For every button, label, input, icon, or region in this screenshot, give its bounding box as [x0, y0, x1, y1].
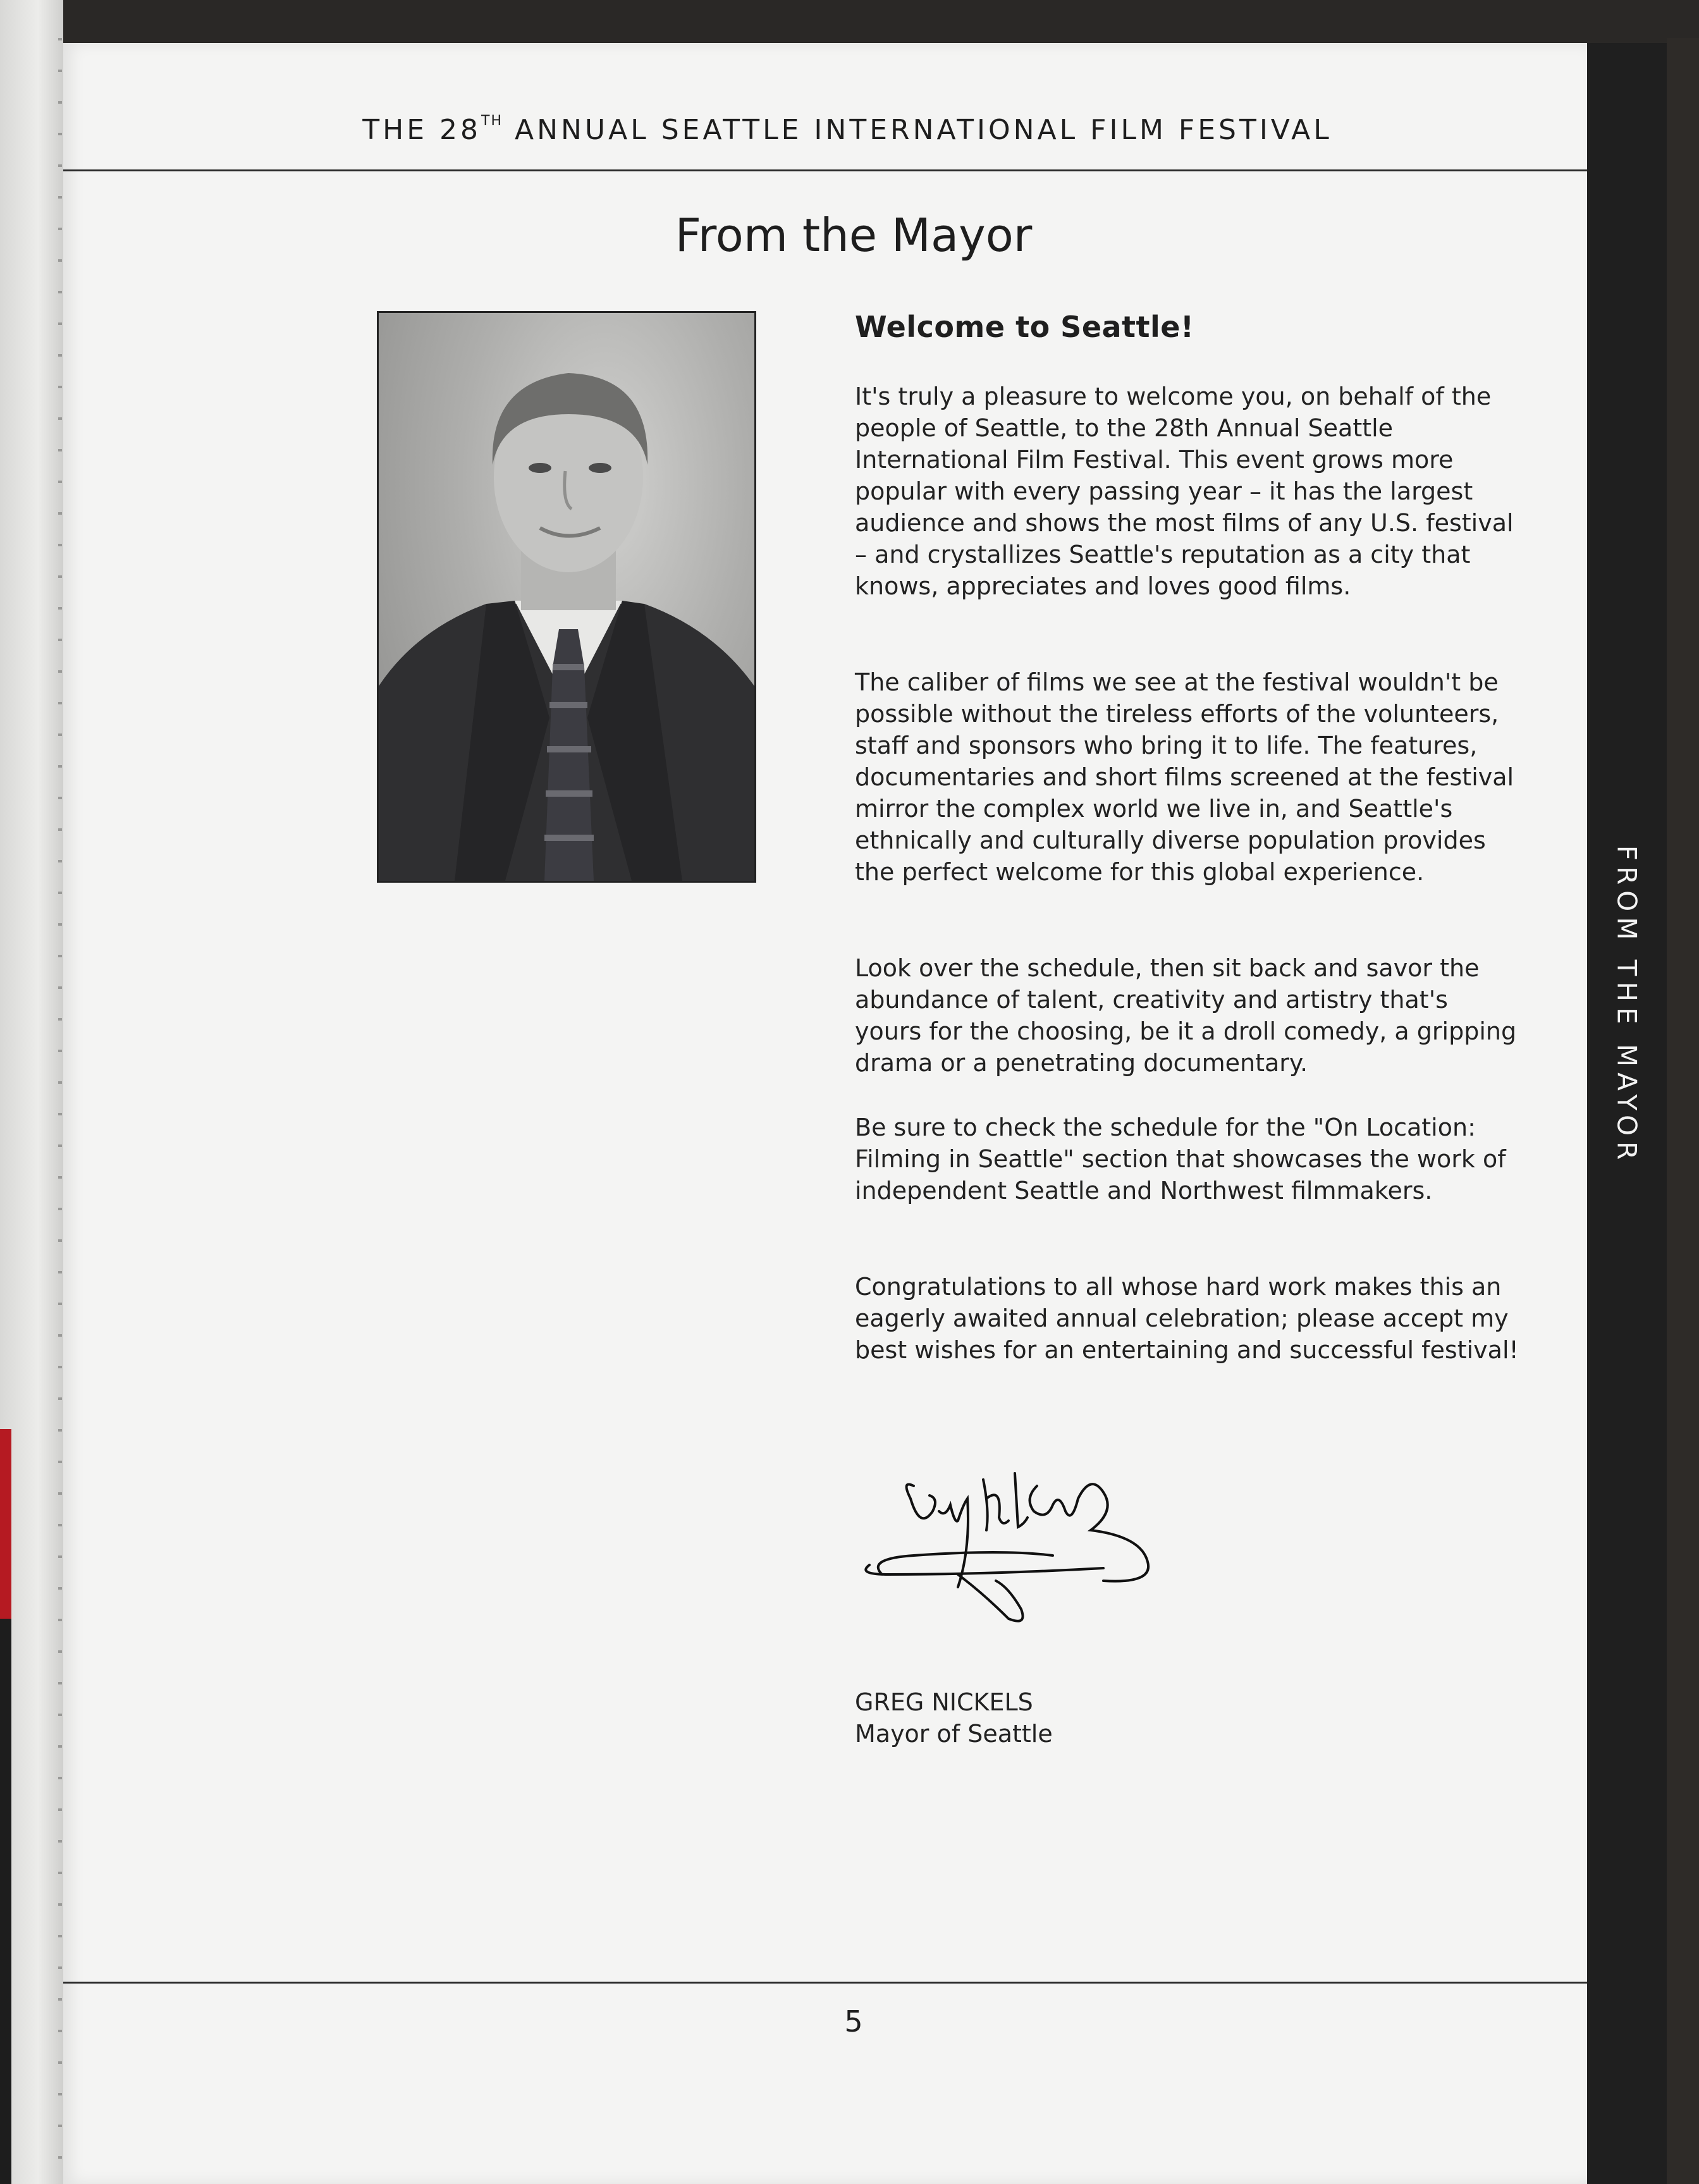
body-paragraph: Be sure to check the schedule for the "On Location: Filming in Seattle" section that showcases the work of independent Seattle and Northwest filmmakers.: [855, 1113, 1506, 1205]
signatory-name: GREG NICKELS: [855, 1688, 1033, 1716]
dark-color-strip: [0, 1619, 11, 2184]
page-number: 5: [844, 2004, 863, 2039]
mayor-portrait-photo: [377, 311, 756, 883]
handwritten-signature: [863, 1461, 1179, 1631]
festival-header-ordinal: TH: [481, 113, 503, 130]
page-title: From the Mayor: [675, 209, 1033, 262]
body-paragraph: It's truly a pleasure to welcome you, on behalf of the people of Seattle, to the 28th Annual Seattle International Film Festival. This event grows more popular with every passing year – it has the largest audience and shows the most films of any U.S. festival – and crystallizes Seattle's reputation as a city that knows, appreciates and loves good films.: [855, 383, 1514, 600]
festival-header: [341, 114, 1353, 146]
festival-header-suffix: ANNUAL SEATTLE INTERNATIONAL FILM FESTIVAL: [503, 114, 1332, 146]
body-paragraph: Look over the schedule, then sit back and savor the abundance of talent, creativity and artistry that's yours for the choosing, be it a droll comedy, a gripping drama or a penetrating documentary.: [855, 954, 1517, 1077]
signatory-title: Mayor of Seattle: [855, 1720, 1053, 1748]
previous-page-edge: [0, 0, 63, 2184]
red-color-strip: [0, 1429, 11, 1619]
body-paragraph: The caliber of films we see at the festival wouldn't be possible without the tireless efforts of the volunteers, staff and sponsors who bring it to life. The features, documentaries and short films screened at the festival mirror the complex world we live in, and Seattle's ethnically and culturally diverse population provides the perfect welcome for this global experience.: [855, 668, 1514, 886]
portrait-illustration: [379, 313, 754, 881]
greeting-heading: Welcome to Seattle!: [855, 310, 1194, 344]
spiral-binding: [58, 38, 62, 2181]
body-paragraph: Congratulations to all whose hard work makes this an eagerly awaited annual celebration; please accept my best wishes for an entertaining and successful festival!: [855, 1273, 1519, 1364]
section-tab-label: FROM THE MAYOR: [1611, 845, 1643, 1166]
header-rule: [63, 169, 1587, 171]
festival-header-prefix: THE 28: [362, 114, 482, 146]
booklet-edge: [1667, 38, 1699, 2184]
footer-rule: [63, 1982, 1587, 1984]
